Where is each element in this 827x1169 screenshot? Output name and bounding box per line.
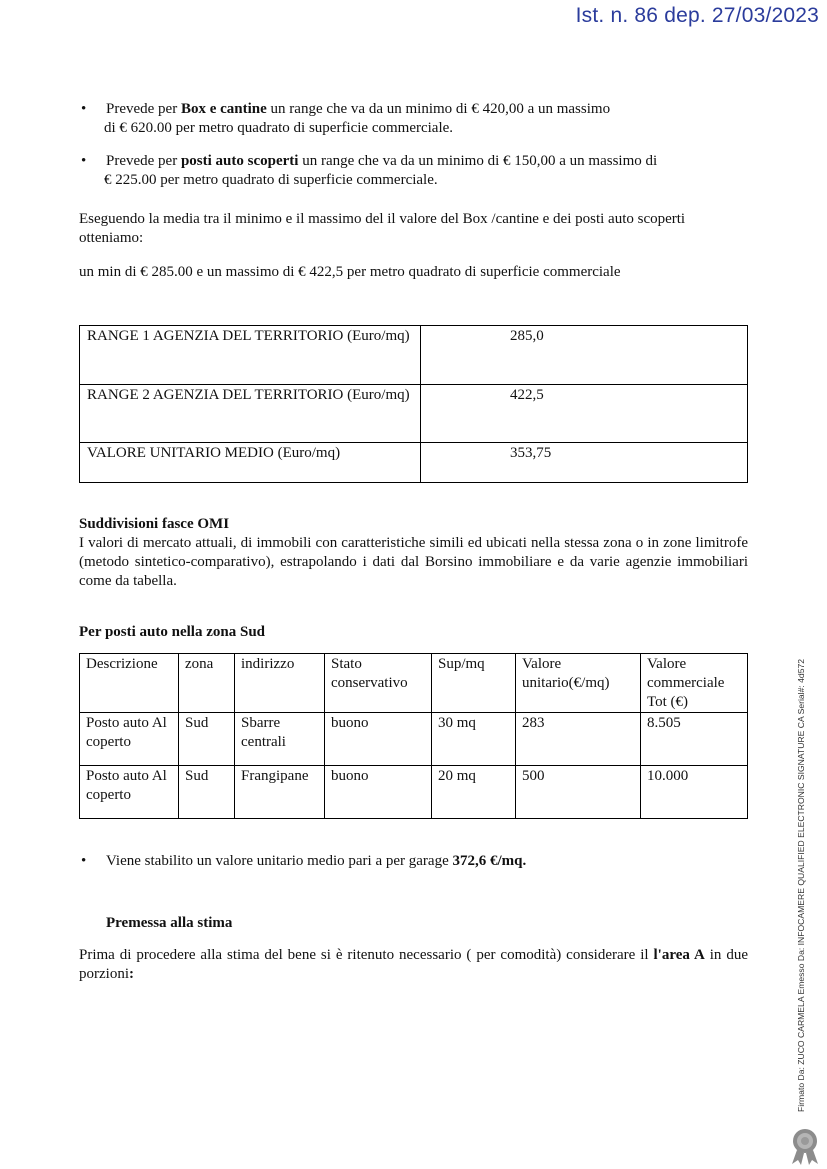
seal-icon: [788, 1126, 822, 1166]
range-table: [79, 325, 748, 483]
cell: buono: [325, 766, 432, 819]
paragraph-min-max: un min di € 285.00 e un massimo di € 422,5 per metro quadrato di superficie commerciale: [79, 264, 621, 280]
range-value: 422,5: [421, 385, 748, 443]
cell: 8.505: [641, 713, 748, 766]
header-cell: Sup/mq: [432, 654, 516, 713]
range-row: [80, 385, 748, 443]
premessa-title: Premessa alla stima: [106, 915, 233, 931]
cell: Posto auto Al coperto: [80, 766, 179, 819]
header-cell: Stato conservativo: [325, 654, 432, 713]
bullet-line-2: € 225.00 per metro quadrato di superficie commerciale.: [104, 172, 438, 188]
deposit-stamp: Ist. n. 86 dep. 27/03/2023: [575, 4, 819, 27]
range-label: RANGE 1 AGENZIA DEL TERRITORIO (Euro/mq): [80, 326, 421, 385]
range-value: 353,75: [421, 443, 748, 483]
range-label: RANGE 2 AGENZIA DEL TERRITORIO (Euro/mq): [80, 385, 421, 443]
cell: buono: [325, 713, 432, 766]
table-row: [80, 713, 748, 766]
bullet-dot: •: [81, 153, 87, 169]
bullet-line-1: Prevede per posti auto scoperti un range che va da un minimo di € 150,00 a un massimo di: [106, 153, 658, 169]
parking-title: Per posti auto nella zona Sud: [79, 624, 265, 640]
cell: 30 mq: [432, 713, 516, 766]
omi-title: Suddivisioni fasce OMI: [79, 516, 230, 532]
bullet-dot: •: [81, 853, 87, 869]
digital-signature-text: Firmato Da: ZUCO CARMELA Emesso Da: INFOCAMERE QUALIFIED ELECTRONIC SIGNATURE CA Serial#: 4d572: [796, 658, 806, 1112]
cell: Posto auto Al coperto: [80, 713, 179, 766]
range-row: [80, 326, 748, 385]
cell: 500: [516, 766, 641, 819]
cell: Frangipane: [235, 766, 325, 819]
header-cell: indirizzo: [235, 654, 325, 713]
parking-table: [79, 653, 748, 819]
paragraph-media: Eseguendo la media tra il minimo e il massimo del il valore del Box /cantine e dei posti auto scoperti otteniamo:: [79, 211, 686, 246]
cell: 283: [516, 713, 641, 766]
header-cell: Valore commerciale Tot (€): [641, 654, 748, 713]
table-row: [80, 766, 748, 819]
header-cell: Descrizione: [80, 654, 179, 713]
range-row: [80, 443, 748, 483]
cell: 20 mq: [432, 766, 516, 819]
premessa-text: Prima di procedere alla stima del bene si è ritenuto necessario ( per comodità) considerare il l'area A in due porzioni:: [79, 947, 748, 982]
bullet-line-1: Viene stabilito un valore unitario medio pari a per garage 372,6 €/mq.: [106, 853, 527, 869]
bullet-line-1: Prevede per Box e cantine un range che va da un minimo di € 420,00 a un massimo: [106, 101, 611, 117]
bullet-line-2: di € 620.00 per metro quadrato di superficie commerciale.: [104, 120, 454, 136]
cell: Sud: [179, 713, 235, 766]
header-cell: Valore unitario(€/mq): [516, 654, 641, 713]
cell: Sbarre centrali: [235, 713, 325, 766]
range-label: VALORE UNITARIO MEDIO (Euro/mq): [80, 443, 421, 483]
omi-text: I valori di mercato attuali, di immobili con caratteristiche simili ed ubicati nella stessa zona o in zone limitrofe (metodo sintetico-comparativo), estrapolando i dati dal Borsino immobiliare e da varie agenzie immobiliari come da tabella.: [79, 535, 748, 589]
table-header-row: [80, 654, 748, 713]
range-value: 285,0: [421, 326, 748, 385]
cell: 10.000: [641, 766, 748, 819]
cell: Sud: [179, 766, 235, 819]
header-cell: zona: [179, 654, 235, 713]
bullet-dot: •: [81, 101, 87, 117]
